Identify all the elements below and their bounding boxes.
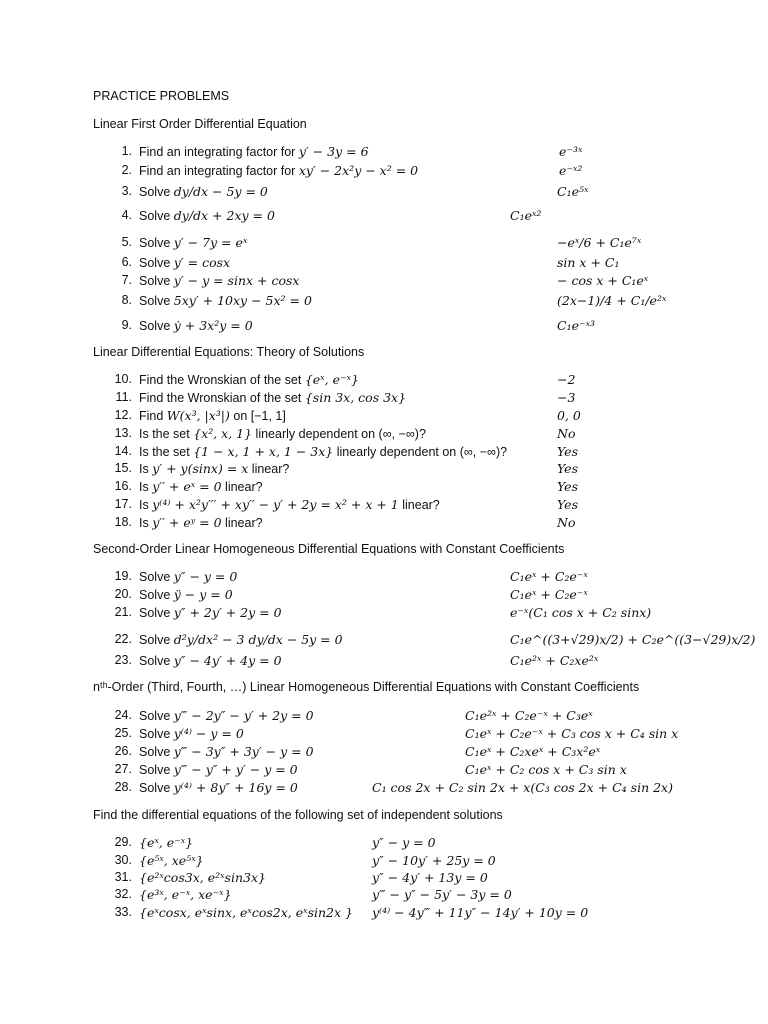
problem-prefix: Solve (139, 606, 174, 620)
problem-answer: −3 (557, 390, 576, 405)
problem-suffix: linear? (221, 516, 263, 530)
problem-prefix: Is the set (139, 427, 194, 441)
problem-suffix: linear? (248, 462, 290, 476)
problem-number: 20. (114, 587, 132, 601)
problem-number: 27. (114, 762, 132, 776)
problem-math: {e⁵ˣ, xe⁵ˣ} (139, 853, 204, 868)
problem-answer: Yes (557, 479, 578, 494)
problem-suffix: linearly dependent on (∞, −∞)? (252, 427, 426, 441)
problem-statement (139, 273, 299, 289)
problem-statement (139, 744, 314, 760)
problem-prefix: Find the Wronskian of the set (139, 391, 305, 405)
problem-answer: C₁e²ˣ + C₂xe²ˣ (510, 653, 599, 668)
problem-prefix: Find (139, 409, 167, 423)
problem-math: y′ − 3y = 6 (298, 144, 369, 159)
section-heading: Linear Differential Equations: Theory of Solutions (93, 345, 365, 359)
problem-statement (139, 390, 406, 406)
problem-answer: C₁e²ˣ + C₂e⁻ˣ + C₃eˣ (465, 708, 593, 723)
problem-prefix: Solve (139, 274, 174, 288)
problem-number: 5. (121, 235, 132, 249)
section-heading: Linear First Order Differential Equation (93, 117, 307, 131)
problem-number: 9. (121, 318, 132, 332)
problem-math: {1 − x, 1 + x, 1 − 3x} (193, 444, 334, 459)
problem-prefix: Solve (139, 763, 174, 777)
problem-answer: Yes (557, 461, 578, 476)
problem-prefix: Is (139, 498, 153, 512)
problem-statement (139, 208, 275, 224)
problem-answer: C₁eˣ + C₂xeˣ + C₃x²eˣ (465, 744, 601, 759)
problem-math: y′ = cosx (173, 255, 231, 270)
problem-answer: C₁eˣ + C₂e⁻ˣ (510, 569, 588, 584)
problem-math: {eˣcosx, eˣsinx, eˣcos2x, eˣsin2x } (139, 905, 353, 920)
problem-statement (139, 835, 193, 851)
problem-math: y‴ − 2y″ − y′ + 2y = 0 (173, 708, 314, 723)
problem-prefix: Find the Wronskian of the set (139, 373, 305, 387)
problem-answer: C₁ cos 2x + C₂ sin 2x + x(C₃ cos 2x + C₄ sin 2x) (372, 780, 673, 795)
problem-statement (139, 235, 247, 251)
problem-number: 29. (114, 835, 132, 849)
problem-math: {e²ˣcos3x, e²ˣsin3x} (139, 870, 266, 885)
problem-prefix: Solve (139, 209, 174, 223)
problem-answer: No (557, 426, 576, 441)
problem-math: {e³ˣ, e⁻ˣ, xe⁻ˣ} (139, 887, 232, 902)
problem-number: 2. (121, 163, 132, 177)
problem-answer: e⁻ˣ(C₁ cos x + C₂ sinx) (510, 605, 652, 620)
problem-statement (139, 163, 418, 179)
problem-statement (139, 372, 359, 388)
problem-math: d²y/dx² − 3 dy/dx − 5y = 0 (173, 632, 343, 647)
problem-statement (139, 887, 232, 903)
problem-number: 6. (121, 255, 132, 269)
problem-prefix: Solve (139, 185, 174, 199)
problem-number: 21. (114, 605, 132, 619)
problem-statement (139, 408, 286, 424)
problem-math: {eˣ, e⁻ˣ} (139, 835, 194, 850)
problem-prefix: Solve (139, 709, 174, 723)
problem-statement (139, 318, 253, 334)
problem-number: 7. (121, 273, 132, 287)
problem-prefix: Solve (139, 256, 174, 270)
problem-prefix: Is (139, 462, 153, 476)
problem-answer: Yes (557, 497, 578, 512)
problem-suffix: on [−1, 1] (229, 409, 286, 423)
problem-answer: C₁e⁻ˣ³ (557, 318, 596, 333)
problem-number: 19. (114, 569, 132, 583)
problem-prefix: Solve (139, 745, 174, 759)
problem-number: 14. (114, 444, 132, 458)
problem-statement (139, 726, 244, 742)
problem-statement (139, 444, 507, 460)
problem-prefix: Solve (139, 727, 174, 741)
problem-statement (139, 762, 298, 778)
problem-answer: C₁eˣ² (510, 208, 542, 223)
problem-statement (139, 708, 314, 724)
problem-statement (139, 184, 268, 200)
section-heading: nᵗʰ-Order (Third, Fourth, …) Linear Homogeneous Differential Equations with Constant Coefficients (93, 680, 640, 694)
problem-prefix: Solve (139, 570, 174, 584)
problem-suffix: linear? (398, 498, 440, 512)
problem-answer: C₁eˣ + C₂e⁻ˣ + C₃ cos x + C₄ sin x (465, 726, 679, 741)
problem-number: 12. (114, 408, 132, 422)
problem-statement (139, 144, 369, 160)
problem-answer: (2x−1)/4 + C₁/e²ˣ (557, 293, 667, 308)
problem-number: 4. (121, 208, 132, 222)
problem-prefix: Is (139, 480, 153, 494)
problem-number: 25. (114, 726, 132, 740)
problem-math: W(x³, |x³|) (166, 408, 230, 423)
problem-number: 31. (114, 870, 132, 884)
problem-math: y‴ − y″ + y′ − y = 0 (173, 762, 298, 777)
problem-math: y′ − 7y = eˣ (173, 235, 248, 250)
problem-number: 32. (114, 887, 132, 901)
problem-math: y′ + y(sinx) = x (152, 461, 249, 476)
problem-statement (139, 497, 440, 513)
problem-statement (139, 605, 282, 621)
problem-number: 8. (121, 293, 132, 307)
problem-math: dy/dx + 2xy = 0 (173, 208, 275, 223)
problem-number: 10. (114, 372, 132, 386)
problem-answer: 0, 0 (557, 408, 581, 423)
problem-answer: C₁eˣ + C₂ cos x + C₃ sin x (465, 762, 627, 777)
problem-number: 1. (121, 144, 132, 158)
problem-prefix: Solve (139, 654, 174, 668)
problem-number: 17. (114, 497, 132, 511)
problem-statement (139, 905, 353, 921)
problem-math: {sin 3x, cos 3x} (304, 390, 407, 405)
problem-number: 11. (115, 390, 132, 404)
problem-math: y″ − 4y′ + 4y = 0 (173, 653, 282, 668)
problem-statement (139, 479, 263, 495)
problem-prefix: Solve (139, 236, 174, 250)
problem-math: ẏ + 3x²y = 0 (173, 318, 253, 333)
problem-answer: y⁽⁴⁾ − 4y‴ + 11y″ − 14y′ + 10y = 0 (372, 905, 589, 920)
problem-number: 30. (114, 853, 132, 867)
problem-math: y‴ − 3y″ + 3y′ − y = 0 (173, 744, 314, 759)
problem-statement (139, 569, 237, 585)
problem-math: {eˣ, e⁻ˣ} (304, 372, 359, 387)
problem-answer: e⁻³ˣ (559, 144, 583, 159)
problem-number: 28. (114, 780, 132, 794)
problem-answer: y″ − y = 0 (372, 835, 436, 850)
problem-prefix: Is the set (139, 445, 194, 459)
problem-answer: No (557, 515, 576, 530)
problem-answer: C₁eˣ + C₂e⁻ˣ (510, 587, 588, 602)
page-title: PRACTICE PROBLEMS (93, 89, 230, 103)
problem-statement (139, 870, 266, 886)
problem-math: y⁽⁴⁾ − y = 0 (173, 726, 244, 741)
problem-math: dy/dx − 5y = 0 (173, 184, 268, 199)
problem-statement (139, 853, 204, 869)
problem-statement (139, 653, 282, 669)
problem-answer: y‴ − y″ − 5y′ − 3y = 0 (372, 887, 512, 902)
problem-statement (139, 426, 426, 442)
problem-prefix: Is (139, 516, 153, 530)
problem-math: {x², x, 1} (193, 426, 253, 441)
problem-math: y⁽⁴⁾ + x²y′′′ + xy′′ − y′ + 2y = x² + x + 1 (152, 497, 399, 512)
problem-statement (139, 780, 298, 796)
problem-math: y′′ + eʸ = 0 (152, 515, 222, 530)
problem-prefix: Solve (139, 781, 174, 795)
problem-math: ÿ − y = 0 (173, 587, 233, 602)
problem-math: y′ − y = sinx + cosx (173, 273, 300, 288)
problem-prefix: Solve (139, 588, 174, 602)
problem-answer: −2 (557, 372, 576, 387)
problem-answer: Yes (557, 444, 578, 459)
problem-statement (139, 255, 230, 271)
problem-suffix: linearly dependent on (∞, −∞)? (333, 445, 508, 459)
problem-number: 15. (114, 461, 132, 475)
problem-prefix: Solve (139, 294, 174, 308)
problem-statement (139, 515, 263, 531)
section-heading: Find the differential equations of the following set of independent solutions (93, 808, 503, 822)
problem-math: 5xy′ + 10xy − 5x² = 0 (173, 293, 312, 308)
problem-suffix: linear? (221, 480, 263, 494)
problem-number: 18. (114, 515, 132, 529)
problem-number: 23. (114, 653, 132, 667)
problem-number: 33. (114, 905, 132, 919)
section-heading: Second-Order Linear Homogeneous Differential Equations with Constant Coefficients (93, 542, 565, 556)
problem-number: 3. (121, 184, 132, 198)
problem-number: 16. (114, 479, 132, 493)
problem-number: 24. (114, 708, 132, 722)
problem-answer: C₁e⁵ˣ (557, 184, 589, 199)
problem-math: y″ − y = 0 (173, 569, 238, 584)
problem-answer: C₁e^((3+√29)x/2) + C₂e^((3−√29)x/2) (510, 632, 756, 647)
problem-statement (139, 461, 289, 477)
problem-statement (139, 587, 233, 603)
problem-math: y⁽⁴⁾ + 8y″ + 16y = 0 (173, 780, 298, 795)
problem-answer: sin x + C₁ (557, 255, 620, 270)
problem-math: xy′ − 2x²y − x² = 0 (298, 163, 419, 178)
problem-answer: y″ − 4y′ + 13y = 0 (372, 870, 488, 885)
problem-prefix: Solve (139, 633, 174, 647)
problem-prefix: Solve (139, 319, 174, 333)
problem-answer: y″ − 10y′ + 25y = 0 (372, 853, 496, 868)
problem-prefix: Find an integrating factor for (139, 145, 299, 159)
problem-statement (139, 632, 343, 648)
problem-statement (139, 293, 312, 309)
problem-answer: e⁻ˣ² (559, 163, 583, 178)
problem-math: y″ + 2y′ + 2y = 0 (173, 605, 282, 620)
problem-answer: − cos x + C₁eˣ (557, 273, 649, 288)
problem-math: y′′ + eˣ = 0 (152, 479, 222, 494)
problem-number: 26. (114, 744, 132, 758)
problem-prefix: Find an integrating factor for (139, 164, 299, 178)
problem-number: 13. (114, 426, 132, 440)
problem-answer: −eˣ/6 + C₁e⁷ˣ (557, 235, 642, 250)
problem-number: 22. (114, 632, 132, 646)
